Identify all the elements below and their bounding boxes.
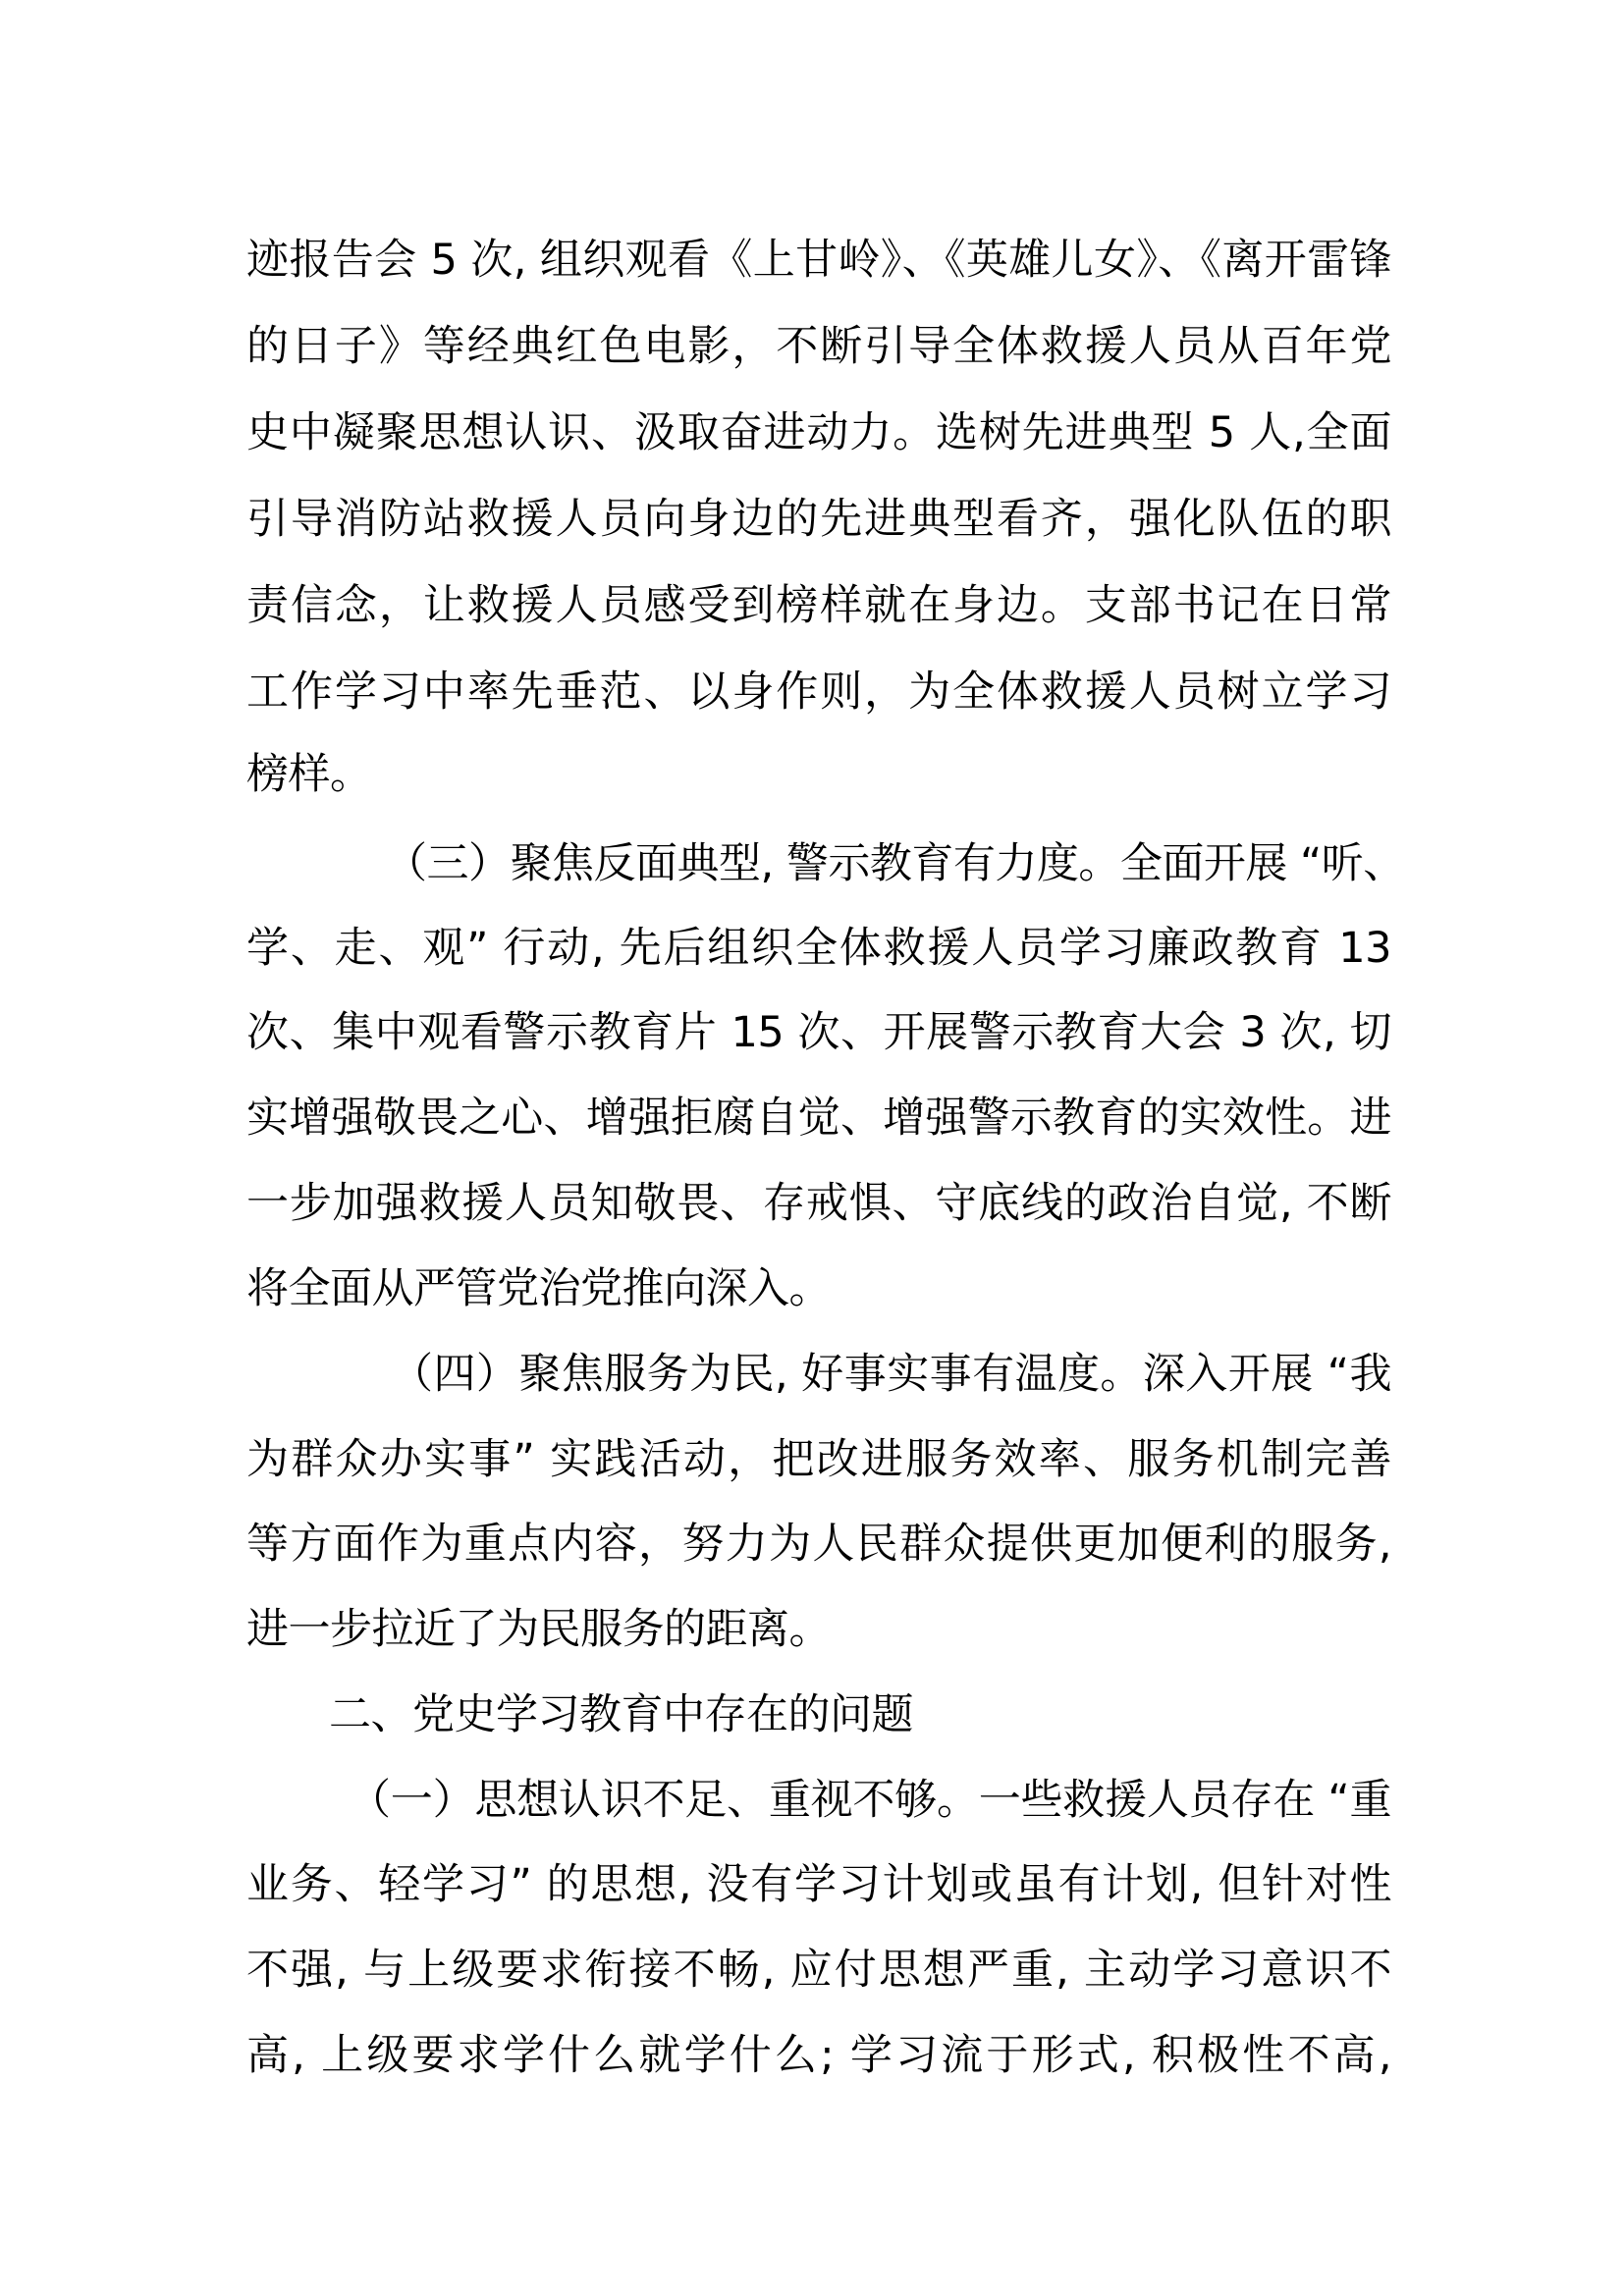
text-line: 高, 上级要求学什么就学什么; 学习流于形式, 积极性不高, (246, 2031, 1391, 2080)
text-line: 榜样。 (246, 750, 372, 799)
text-line: 史中凝聚思想认识、汲取奋进动力。选树先进典型 5 人,全面 (246, 408, 1391, 457)
text-line: 业务、轻学习” 的思想, 没有学习计划或虽有计划, 但针对性 (246, 1860, 1391, 1909)
text-line: 迹报告会 5 次, 组织观看《上甘岭》、《英雄儿女》、《离开雷锋 (246, 236, 1391, 285)
text-line: 将全面从严管党治党推向深入。 (246, 1264, 831, 1313)
text-line: 不强, 与上级要求衔接不畅, 应付思想严重, 主动学习意识不 (246, 1946, 1391, 1995)
text-line: 一步加强救援人员知敬畏、存戒惧、守底线的政治自觉, 不断 (246, 1179, 1391, 1228)
text-line: 工作学习中率先垂范、以身作则，为全体救援人员树立学习 (246, 667, 1391, 717)
section-heading-line: （四）聚焦服务为民, 好事实事有温度。深入开展 “我 (391, 1350, 1391, 1399)
section-heading-line: （三）聚焦反面典型, 警示教育有力度。全面开展 “听、 (385, 839, 1405, 888)
section-title: 二、党史学习教育中存在的问题 (329, 1690, 913, 1739)
text-line: 责信念，让救援人员感受到榜样就在身边。支部书记在日常 (246, 581, 1391, 630)
text-line: 学、走、观” 行动, 先后组织全体救援人员学习廉政教育 13 (246, 924, 1391, 973)
section-heading-line: （一）思想认识不足、重视不够。一些救援人员存在 “重 (349, 1776, 1391, 1825)
text-line: 的日子》等经典红色电影，不断引导全体救援人员从百年党 (246, 322, 1391, 371)
text-line: 实增强敬畏之心、增强拒腐自觉、增强警示教育的实效性。进 (246, 1094, 1391, 1143)
text-line: 为群众办实事” 实践活动，把改进服务效率、服务机制完善 (246, 1435, 1391, 1484)
text-line: 次、集中观看警示教育片 15 次、开展警示教育大会 3 次, 切 (246, 1008, 1391, 1057)
text-line: 等方面作为重点内容，努力为人民群众提供更加便利的服务, (246, 1520, 1391, 1569)
text-line: 进一步拉近了为民服务的距离。 (246, 1605, 831, 1654)
text-line: 引导消防站救援人员向身边的先进典型看齐，强化队伍的职 (246, 495, 1391, 544)
